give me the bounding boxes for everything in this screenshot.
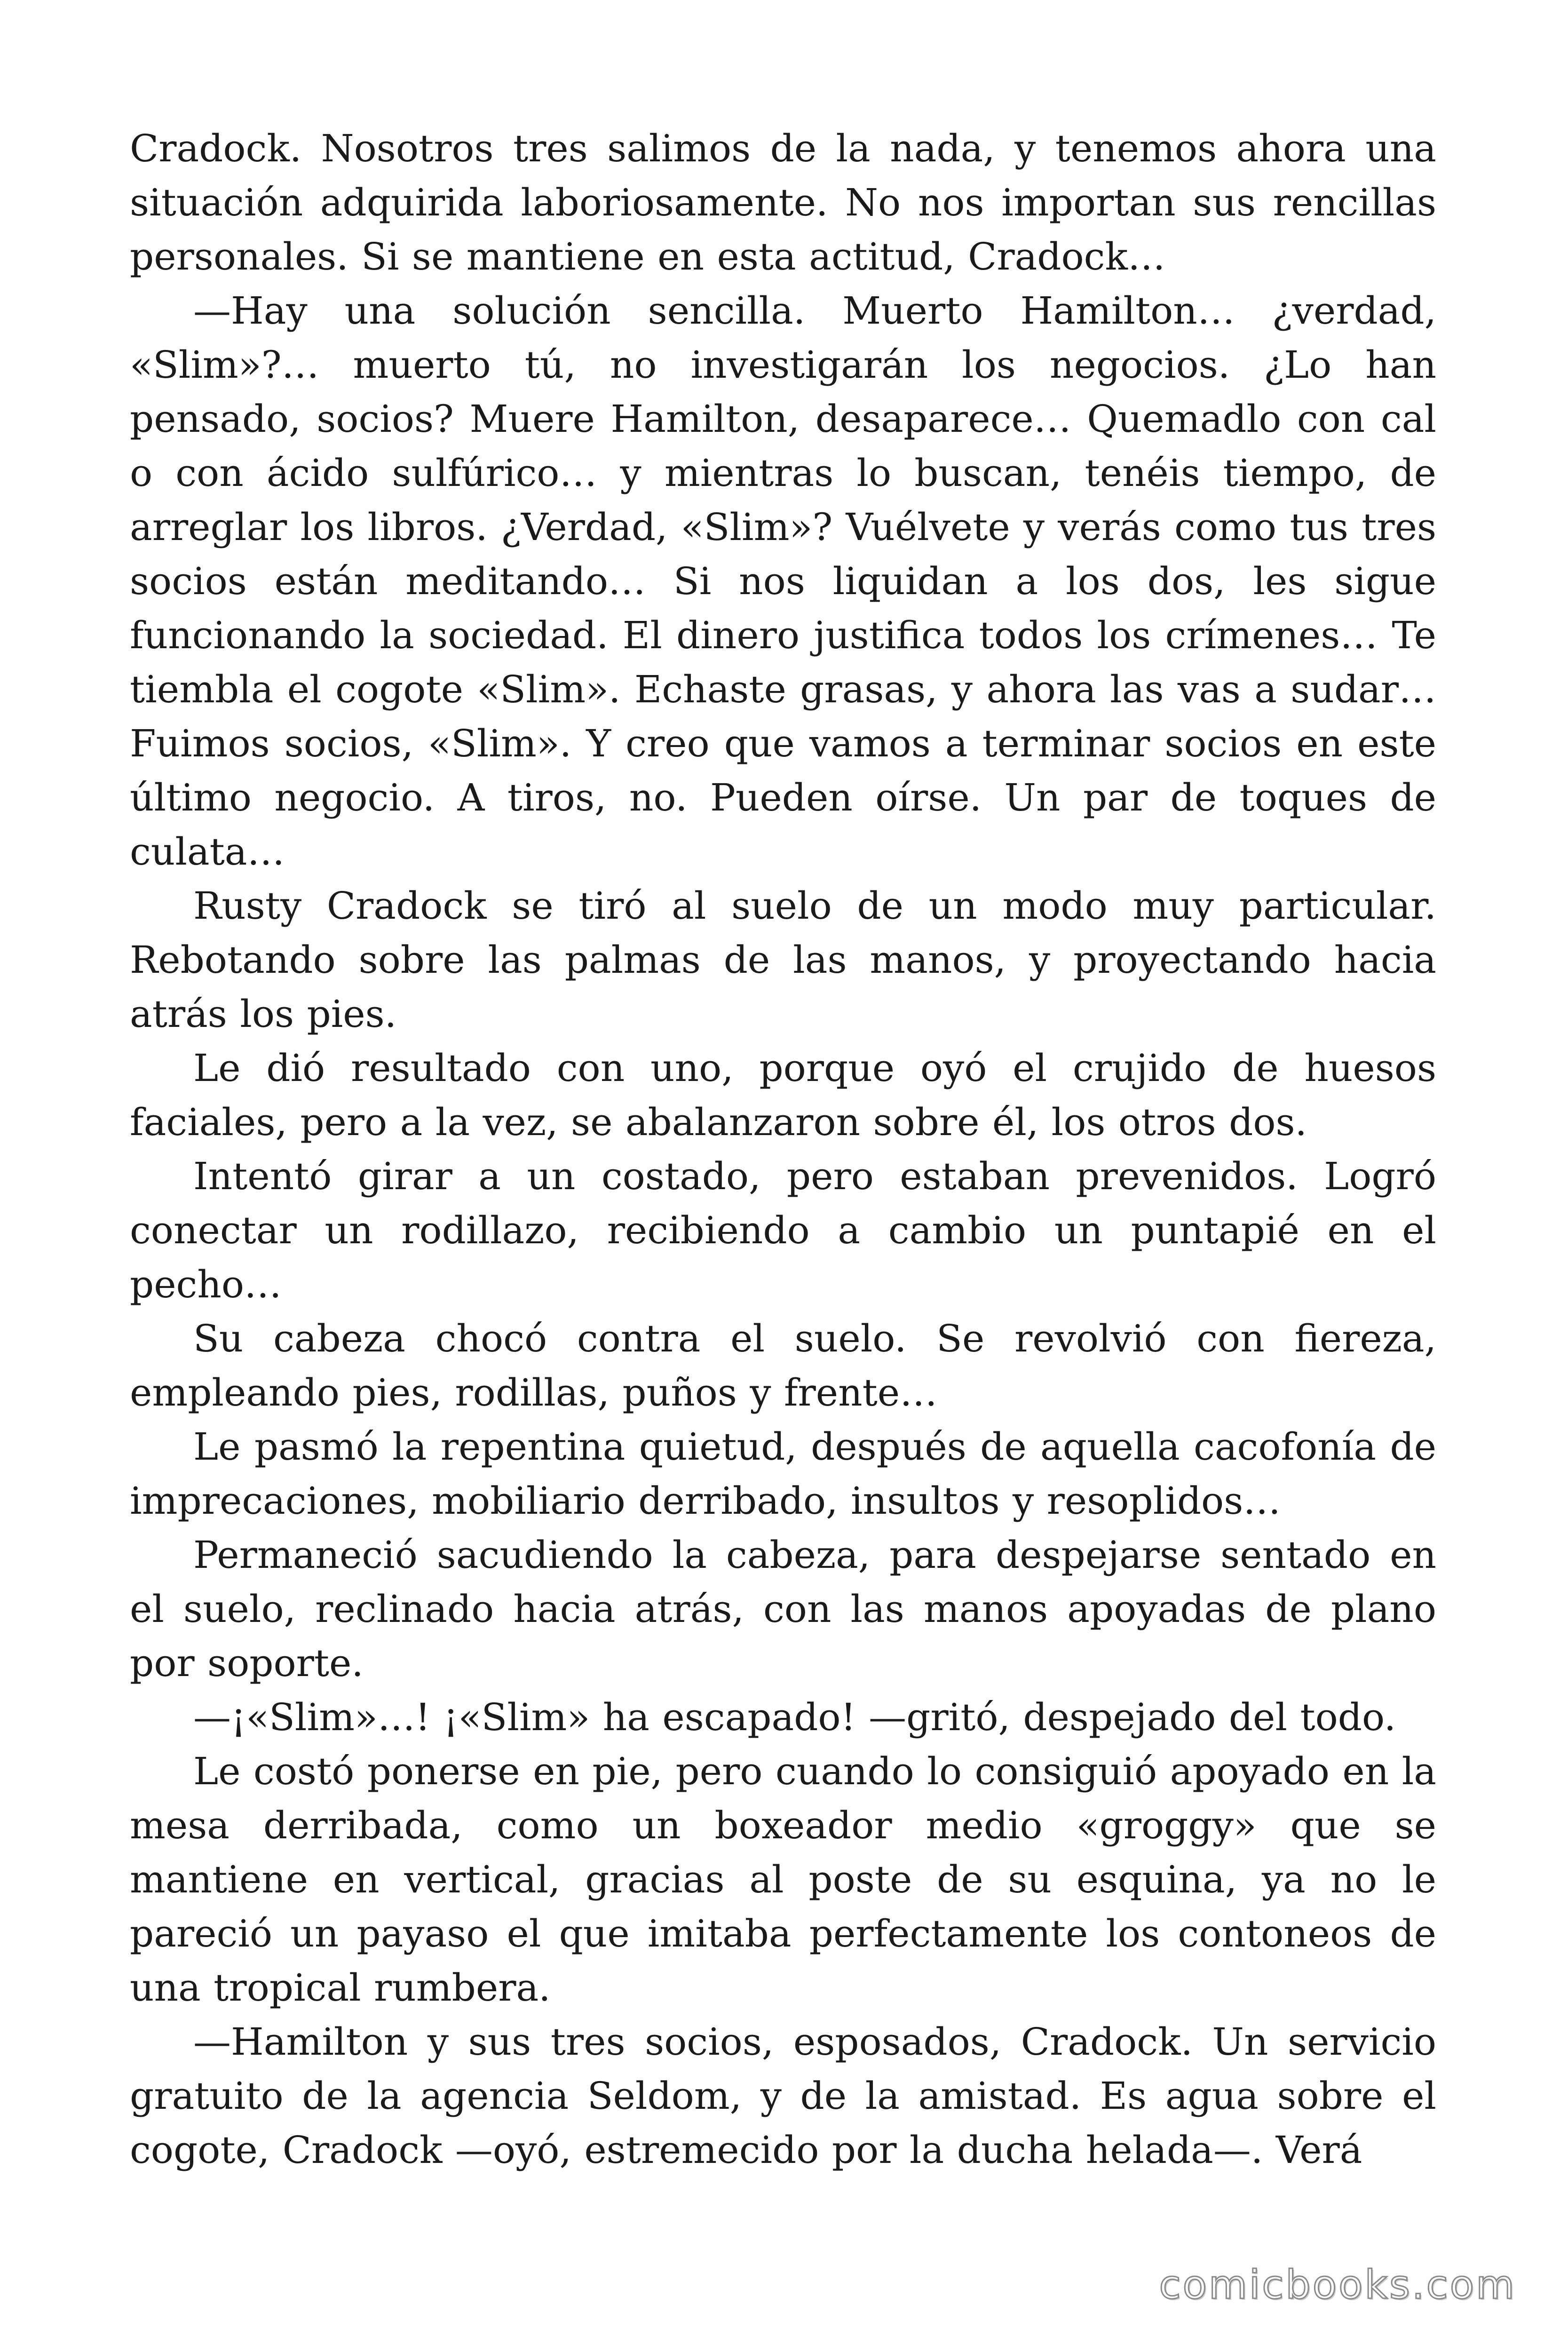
paragraph-5: Intentó girar a un costado, pero estaban prevenidos. Logró conectar un rodillazo, recibiendo a cambio un puntapié en el pecho…: [130, 1154, 1436, 1306]
watermark: comicbooks.com: [1159, 2262, 1516, 2308]
paragraph-1: Cradock. Nosotros tres salimos de la nada, y tenemos ahora una situación adquirida laboriosamente. No nos importan sus rencillas personales. Si se mantiene en esta actitud, Cradock…: [130, 127, 1436, 278]
page-text: [130, 121, 1436, 2177]
paragraph-2: —Hay una solución sencilla. Muerto Hamilton… ¿verdad, «Slim»?… muerto tú, no investigarán los negocios. ¿Lo han pensado, socios? Muere Hamilton, desaparece… Quemadlo con cal o con ácido sulfúrico… y mientras lo buscan, tenéis tiempo, de arreglar los libros. ¿Verdad, «Slim»? Vuélvete y verás como tus tres socios están meditando… Si nos liquidan a los dos, les sigue funcionando la sociedad. El dinero justifica todos los crímenes… Te tiembla el cogote «Slim». Echaste grasas, y ahora las vas a sudar… Fuimos socios, «Slim». Y creo que vamos a terminar socios en este último negocio. A tiros, no. Pueden oírse. Un par de toques de culata…: [130, 289, 1436, 874]
paragraph-10: Le costó ponerse en pie, pero cuando lo consiguió apoyado en la mesa derribada, como un boxeador medio «groggy» que se mantiene en vertical, gracias al poste de su esquina, ya no le pareció un payaso el que imitaba perfectamente los contoneos de una tropical rumbera.: [130, 1749, 1436, 2010]
paragraph-4: Le dió resultado con uno, porque oyó el crujido de huesos faciales, pero a la vez, se abalanzaron sobre él, los otros dos.: [130, 1046, 1436, 1144]
paragraph-7: Le pasmó la repentina quietud, después de aquella cacofonía de imprecaciones, mobiliario derribado, insultos y resoplidos…: [130, 1425, 1436, 1523]
paragraph-11: —Hamilton y sus tres socios, esposados, Cradock. Un servicio gratuito de la agencia Seldom, y de la amistad. Es agua sobre el cogote, Cradock —oyó, estremecido por la ducha helada—. Verá: [130, 2020, 1436, 2172]
paragraph-3: Rusty Cradock se tiró al suelo de un modo muy particular. Rebotando sobre las palmas de las manos, y proyectando hacia atrás los pies.: [130, 884, 1436, 1036]
paragraph-6: Su cabeza chocó contra el suelo. Se revolvió con fiereza, empleando pies, rodillas, puños y frente…: [130, 1317, 1436, 1414]
paragraph-8: Permaneció sacudiendo la cabeza, para despejarse sentado en el suelo, reclinado hacia atrás, con las manos apoyadas de plano por soporte.: [130, 1533, 1436, 1685]
paragraph-9: —¡«Slim»…! ¡«Slim» ha escapado! —gritó, despejado del todo.: [193, 1695, 1396, 1739]
